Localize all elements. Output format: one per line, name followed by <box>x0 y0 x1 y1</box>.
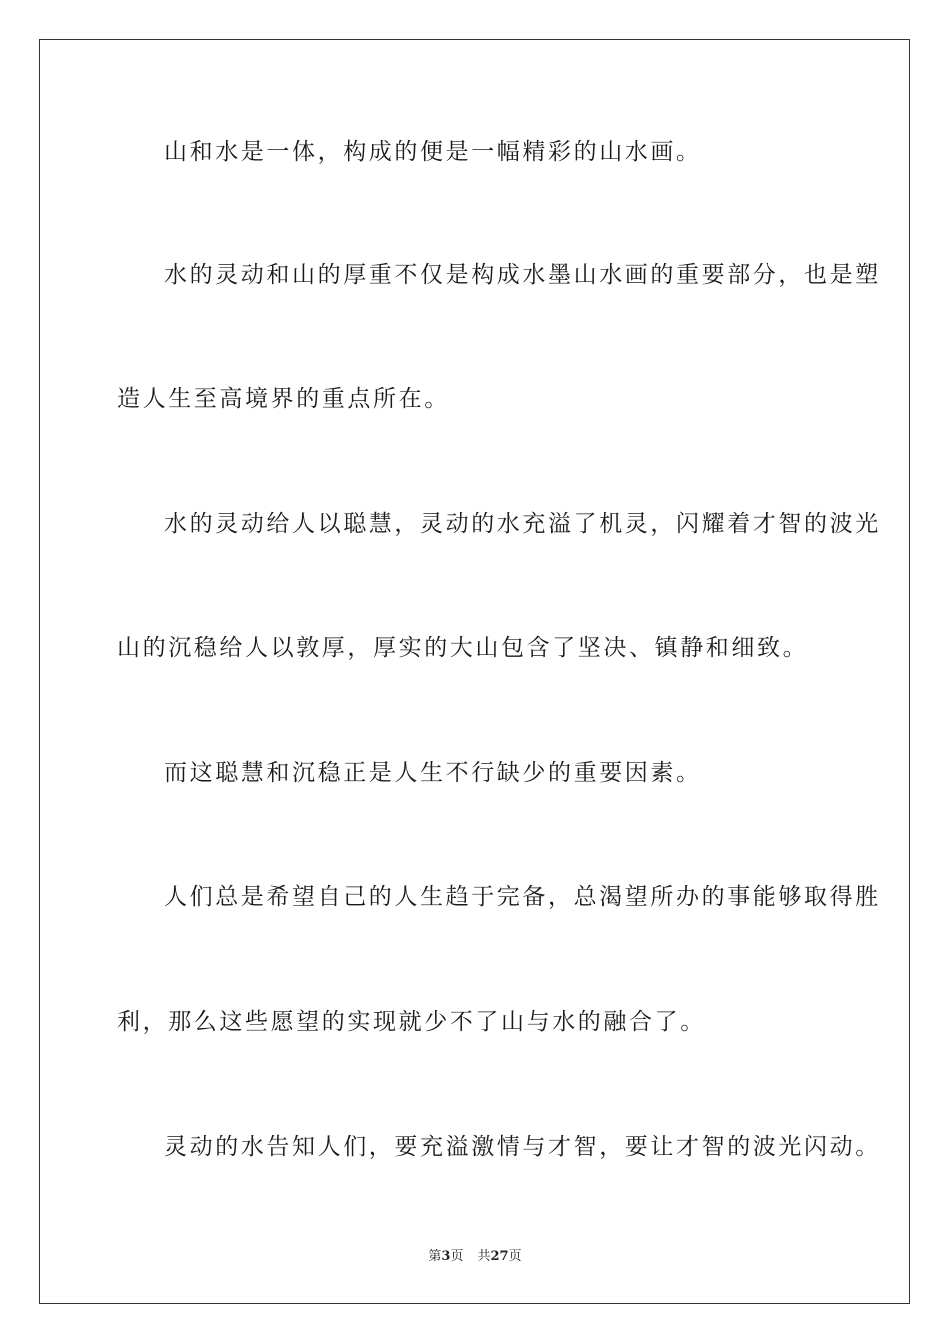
page-suffix: 页 <box>450 1249 464 1264</box>
paragraph-line-2: 水的灵动和山的厚重不仅是构成水墨山水画的重要部分，也是塑 <box>164 262 881 288</box>
total-suffix: 页 <box>508 1249 522 1264</box>
paragraph-line-1: 山和水是一体，构成的便是一幅精彩的山水画。 <box>164 139 702 165</box>
paragraph-line-5: 山的沉稳给人以敦厚，厚实的大山包含了坚决、镇静和细致。 <box>117 635 809 661</box>
paragraph-line-6: 而这聪慧和沉稳正是人生不行缺少的重要因素。 <box>164 760 702 786</box>
page-number: 3 <box>441 1249 451 1264</box>
total-prefix: 共 <box>477 1249 491 1264</box>
paragraph-line-9: 灵动的水告知人们，要充溢激情与才智，要让才智的波光闪动。 <box>164 1134 881 1160</box>
paragraph-line-3: 造人生至高境界的重点所在。 <box>117 386 450 412</box>
total-pages: 27 <box>490 1249 509 1264</box>
page-prefix: 第 <box>428 1249 442 1264</box>
paragraph-line-4: 水的灵动给人以聪慧，灵动的水充溢了机灵，闪耀着才智的波光 <box>164 511 881 537</box>
paragraph-line-7: 人们总是希望自己的人生趋于完备，总渴望所办的事能够取得胜 <box>164 884 881 910</box>
page-border <box>39 39 910 1304</box>
page-footer <box>0 1248 950 1266</box>
paragraph-line-8: 利，那么这些愿望的实现就少不了山与水的融合了。 <box>117 1009 706 1035</box>
